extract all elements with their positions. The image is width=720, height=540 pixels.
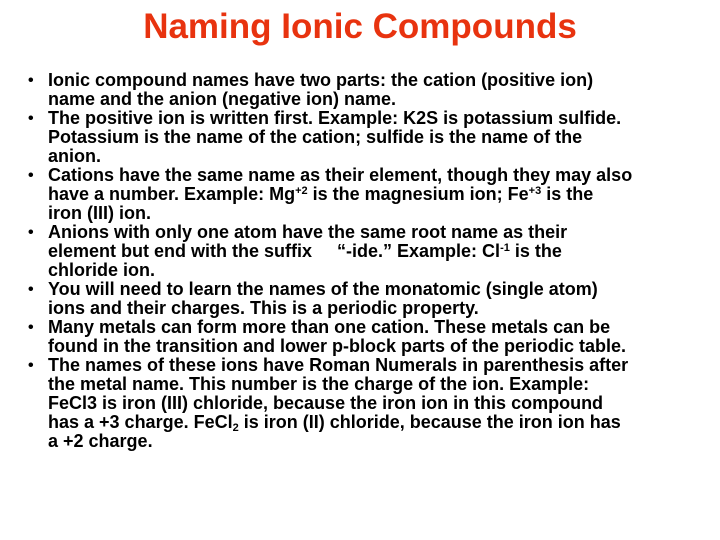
bullet-line: You will need to learn the names of the monatomic (single atom): [48, 279, 598, 299]
bullet-item: [28, 70, 696, 109]
bullet-line: Ionic compound names have two parts: the cation (positive ion): [48, 70, 594, 90]
bullet-line: Many metals can form more than one cation. These metals can be: [48, 317, 611, 337]
subscript: 2: [232, 422, 239, 434]
superscript: +3: [528, 185, 542, 197]
bullet-line: Potassium is the name of the cation; sulfide is the name of the: [48, 127, 583, 147]
bullet-icon: •: [28, 224, 34, 241]
bullet-line: Cations have the same name as their element, though they may also: [48, 165, 633, 185]
bullet-item: [28, 317, 696, 356]
superscript: +2: [295, 185, 308, 197]
bullet-line: found in the transition and lower p-block parts of the periodic table.: [48, 336, 627, 356]
superscript: -1: [500, 242, 510, 254]
bullet-item: [28, 355, 696, 451]
bullet-icon: •: [28, 319, 34, 336]
bullet-item: [28, 165, 696, 223]
bullet-line: ions and their charges. This is a periodic property.: [48, 298, 479, 318]
bullet-icon: •: [28, 72, 34, 89]
bullet-icon: •: [28, 167, 34, 184]
bullet-item: [28, 279, 696, 318]
bullet-line: is the magnesium ion; Fe: [307, 184, 529, 204]
bullet-line: FeCl3 is iron (III) chloride, because the iron ion in this compound: [48, 393, 604, 413]
bullet-line: Anions with only one atom have the same root name as their: [48, 222, 568, 242]
bullet-icon: •: [28, 357, 34, 374]
bullet-line: anion.: [48, 146, 101, 166]
bullet-line: has a +3 charge. FeCl: [48, 412, 233, 432]
bullet-item: [28, 108, 696, 166]
bullet-line: have a number. Example: Mg: [48, 184, 296, 204]
bullet-line: is the: [541, 184, 594, 204]
bullet-item: [28, 222, 696, 280]
bullet-line: The positive ion is written first. Example: K2S is potassium sulfide.: [48, 108, 622, 128]
bullet-line: a +2 charge.: [48, 431, 153, 451]
bullet-icon: •: [28, 281, 34, 298]
bullet-list: [28, 70, 696, 451]
bullet-line: name and the anion (negative ion) name.: [48, 89, 397, 109]
bullet-line: is iron (II) chloride, because the iron ion has: [238, 412, 621, 432]
bullet-line: chloride ion.: [48, 260, 156, 280]
bullet-icon: •: [28, 110, 34, 127]
bullet-line: the metal name. This number is the charge of the ion. Example:: [48, 374, 590, 394]
slide-title: Naming Ionic Compounds: [143, 7, 577, 46]
bullet-line: element but end with the suffix “-ide.” Example: Cl: [48, 241, 501, 261]
bullet-line: The names of these ions have Roman Numerals in parenthesis after: [48, 355, 629, 375]
bullet-line: is the: [509, 241, 562, 261]
bullet-line: iron (III) ion.: [48, 203, 151, 223]
